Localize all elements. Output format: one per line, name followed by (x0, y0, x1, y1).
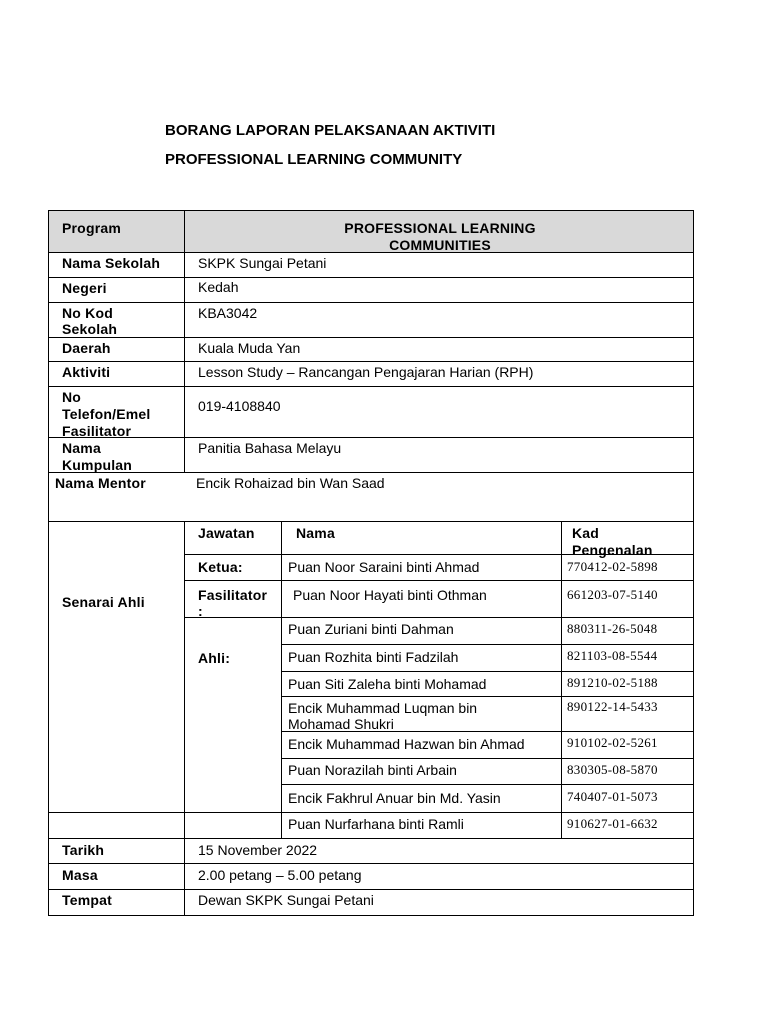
kad-header-line1: Kad (572, 525, 600, 541)
nama-sekolah-value: SKPK Sungai Petani (198, 255, 327, 271)
document-title-line2: PROFESSIONAL LEARNING COMMUNITY (165, 151, 463, 168)
member-ic: 740407-01-5073 (567, 789, 658, 804)
member-row-line (184, 617, 694, 618)
telefon-label-line1: No (62, 389, 82, 405)
program-value-line2: COMMUNITIES (389, 237, 491, 253)
no-kod-sekolah-label-line1: No Kod (62, 305, 113, 321)
row-line (48, 337, 694, 338)
member-name: Puan Noor Saraini binti Ahmad (288, 559, 480, 575)
row-line (48, 521, 694, 522)
member-ic: 910102-02-5261 (567, 735, 658, 750)
member-name: Puan Rozhita binti Fadzilah (288, 649, 459, 665)
masa-label: Masa (62, 867, 98, 883)
tempat-value: Dewan SKPK Sungai Petani (198, 892, 374, 908)
member-ic: 910627-01-6632 (567, 816, 658, 831)
member-row-line (281, 644, 694, 645)
column-divider-nama (281, 521, 282, 839)
column-divider (184, 210, 185, 473)
nama-header: Nama (296, 525, 335, 541)
telefon-label-line3: Fasilitator (62, 423, 132, 439)
table-border-left (48, 210, 49, 916)
tarikh-label: Tarikh (62, 842, 105, 858)
row-line (48, 277, 694, 278)
role-fasilitator-line2: : (198, 603, 203, 619)
jawatan-header: Jawatan (198, 525, 255, 541)
row-line (48, 437, 694, 438)
aktiviti-value: Lesson Study – Rancangan Pengajaran Harian (RPH) (198, 364, 534, 380)
telefon-value: 019-4108840 (198, 398, 281, 414)
member-name: Encik Muhammad Hazwan bin Ahmad (288, 736, 525, 752)
member-name: Puan Siti Zaleha binti Mohamad (288, 676, 487, 692)
member-ic: 891210-02-5188 (567, 675, 658, 690)
member-name: Encik Fakhrul Anuar bin Md. Yasin (288, 790, 501, 806)
member-row-line (281, 696, 694, 697)
program-label: Program (62, 220, 121, 236)
nama-mentor-value: Encik Rohaizad bin Wan Saad (196, 475, 385, 491)
nama-sekolah-label: Nama Sekolah (62, 255, 161, 271)
row-line (48, 863, 694, 864)
row-line (48, 302, 694, 303)
member-ic: 830305-08-5870 (567, 762, 658, 777)
table-border-top (48, 210, 694, 211)
row-line (48, 472, 694, 473)
nama-mentor-label: Nama Mentor (55, 475, 146, 491)
table-border-bottom (48, 915, 694, 916)
tempat-label: Tempat (62, 892, 112, 908)
column-divider-kad (561, 521, 562, 839)
member-name-line2: Mohamad Shukri (288, 716, 394, 732)
row-line (48, 889, 694, 890)
member-row-line (184, 580, 694, 581)
nama-kumpulan-value: Panitia Bahasa Melayu (198, 440, 342, 456)
member-ic: 661203-07-5140 (567, 587, 658, 602)
member-name: Puan Noor Hayati binti Othman (293, 587, 487, 603)
member-ic: 880311-26-5048 (567, 621, 658, 636)
aktiviti-label: Aktiviti (62, 364, 111, 380)
senarai-ahli-label: Senarai Ahli (62, 594, 145, 610)
no-kod-sekolah-value: KBA3042 (198, 305, 258, 321)
nama-kumpulan-label-line2: Kumpulan (62, 457, 133, 473)
document-title-line1: BORANG LAPORAN PELAKSANAAN AKTIVITI (165, 122, 496, 139)
tarikh-value: 15 November 2022 (198, 842, 318, 858)
row-line (48, 386, 694, 387)
masa-value: 2.00 petang – 5.00 petang (198, 867, 362, 883)
role-ahli: Ahli: (198, 650, 231, 666)
member-name: Puan Norazilah binti Arbain (288, 762, 457, 778)
negeri-value: Kedah (198, 279, 239, 295)
member-row-line (281, 784, 694, 785)
row-line (48, 812, 694, 813)
no-kod-sekolah-label-line2: Sekolah (62, 321, 118, 337)
role-ketua: Ketua: (198, 559, 243, 575)
program-value-line1: PROFESSIONAL LEARNING (344, 220, 536, 236)
member-ic: 821103-08-5544 (567, 648, 658, 663)
row-line (48, 838, 694, 839)
member-ic: 770412-02-5898 (567, 559, 658, 574)
daerah-label: Daerah (62, 340, 111, 356)
member-name: Puan Nurfarhana binti Ramli (288, 816, 464, 832)
nama-kumpulan-label-line1: Nama (62, 440, 101, 456)
negeri-label: Negeri (62, 280, 107, 296)
daerah-value: Kuala Muda Yan (198, 340, 301, 356)
kad-header-line2: Pengenalan (572, 542, 653, 558)
role-fasilitator-line1: Fasilitator (198, 587, 268, 603)
member-ic: 890122-14-5433 (567, 699, 658, 714)
member-name-line1: Encik Muhammad Luqman bin (288, 700, 478, 716)
table-border-right (693, 210, 694, 916)
row-line (48, 361, 694, 362)
member-row-line (281, 758, 694, 759)
member-name: Puan Zuriani binti Dahman (288, 621, 454, 637)
member-row-line (281, 671, 694, 672)
telefon-label-line2: Telefon/Emel (62, 406, 151, 422)
